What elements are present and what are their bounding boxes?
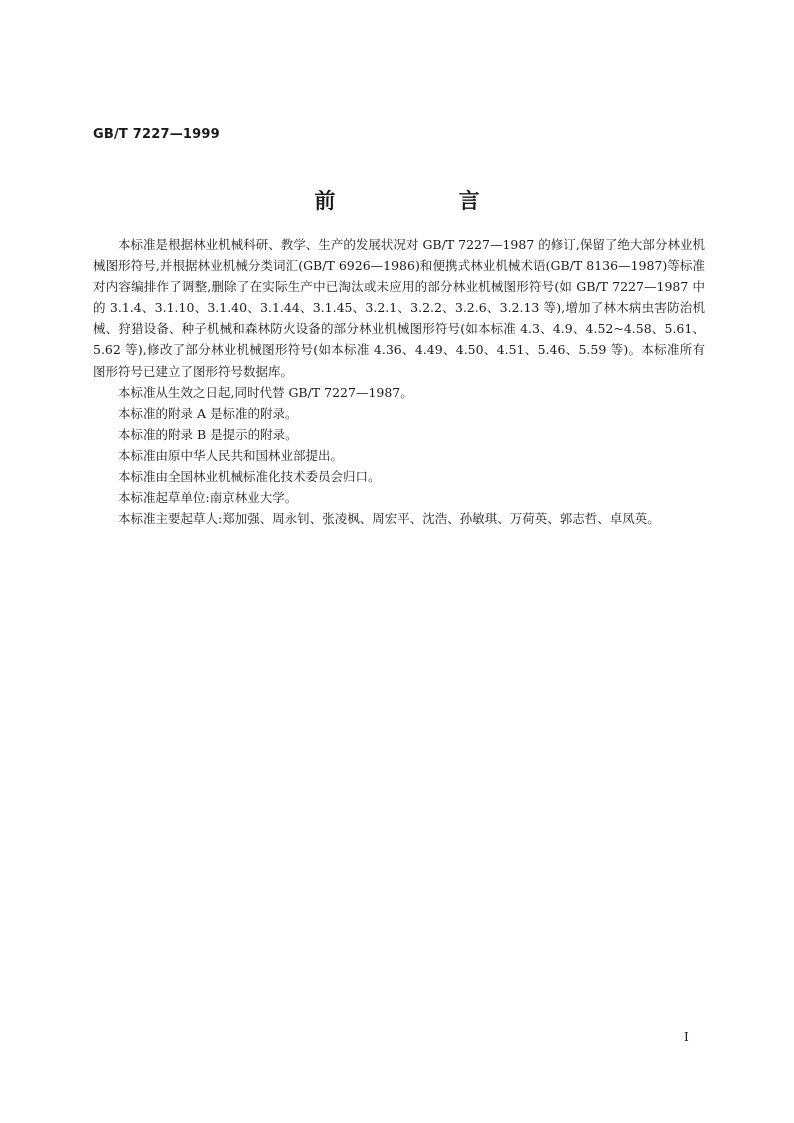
paragraph-proposer: 本标准由原中华人民共和国林业部提出。 [118, 447, 344, 463]
paragraph-appendix-b: 本标准的附录 B 是提示的附录。 [118, 426, 298, 442]
standard-code: GB/T 7227—1999 [93, 127, 220, 142]
page-number: I [684, 1030, 689, 1044]
foreword-body [93, 234, 705, 529]
paragraph-appendix-a: 本标准的附录 A 是标准的附录。 [118, 405, 298, 421]
paragraph-effective-date: 本标准从生效之日起,同时代替 GB/T 7227—1987。 [118, 384, 413, 400]
paragraph-drafting-unit: 本标准起草单位:南京林业大学。 [118, 490, 298, 506]
paragraph-committee: 本标准由全国林业机械标准化技术委员会归口。 [118, 469, 381, 485]
page-title: 前 言 [314, 189, 538, 213]
paragraph-revision-summary: 本标准是根据林业机械科研、教学、生产的发展状况对 GB/T 7227—1987 的修订,保留了绝大部分林业机械图形符号,并根据林业机械分类词汇(GB/T 6926—1986)和便携式林业机械术语(GB/T 8136—1987)等标准对内容编排作了调整,删除了在实际生产中已淘汰或未应用的部分林业机械图形符号(如 GB/T 7227—1987 中的 3.1.4、3.1.10、3.1.40、3.1.44、3.1.45、3.2.1、3.2.2、3.2.6、3.2.13 等),增加了林木病虫害防治机械、狩猎设备、种子机械和森林防火设备的部分林业机械图形符号(如本标准 4.3、4.9、4.52~4.58、5.61、5.62 等),修改了部分林业机械图形符号(如本标准 4.36、4.49、4.50、4.51、5.46、5.59 等)。本标准所有图形符号已建立了图形符号数据库。 [93, 237, 705, 379]
paragraph-drafters: 本标准主要起草人:郑加强、周永钊、张凌枫、周宏平、沈浩、孙敏琪、万荷英、郭志哲、卓凤英。 [118, 511, 660, 527]
